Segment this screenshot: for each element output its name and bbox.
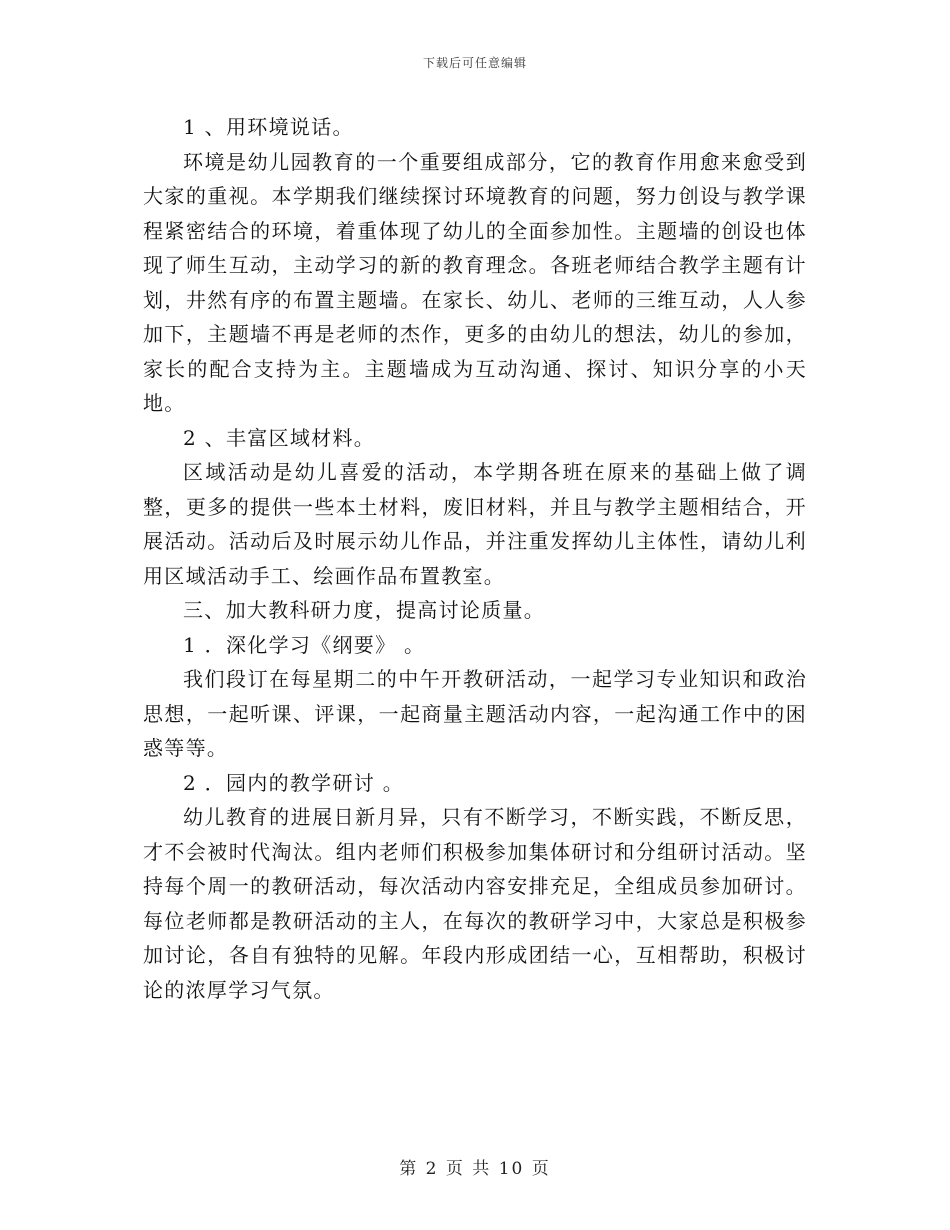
paragraph-2-body: 区域活动是幼儿喜爱的活动，本学期各班在原来的基础上做了调整，更多的提供一些本土材料，废旧材料，并且与教学主题相结合，开展活动。活动后及时展示幼儿作品，并注重发挥幼儿主体性，请幼儿利用区域活动手工、绘画作品布置教室。 bbox=[143, 460, 807, 588]
page-number: 第 2 页 共 10 页 bbox=[399, 1159, 551, 1179]
document-body bbox=[143, 110, 807, 1007]
paragraph-2-heading: 2 、丰富区域材料。 bbox=[183, 425, 376, 450]
section-3-heading: 三、加大教科研力度，提高讨论质量。 bbox=[183, 598, 546, 622]
subsection-2-body: 幼儿教育的进展日新月异，只有不断学习，不断实践，不断反思，才不会被时代淘汰。组内老师们积极参加集体研讨和分组研讨活动。坚持每个周一的教研活动，每次活动内容安排充足，全组成员参加研讨。每位老师都是教研活动的主人，在每次的教研学习中，大家总是积极参加讨论，各自有独特的见解。年段内形成团结一心，互相帮助，积极讨论的浓厚学习气氛。 bbox=[143, 805, 807, 1002]
paragraph-1-body: 环境是幼儿园教育的一个重要组成部分，它的教育作用愈来愈受到大家的重视。本学期我们继续探讨环境教育的问题，努力创设与教学课程紧密结合的环境，着重体现了幼儿的全面参加性。主题墙的创设也体现了师生互动，主动学习的新的教育理念。各班老师结合教学主题有计划，井然有序的布置主题墙。在家长、幼儿、老师的三维互动，人人参加下，主题墙不再是老师的杰作，更多的由幼儿的想法，幼儿的参加，家长的配合支持为主。主题墙成为互动沟通、探讨、知识分享的小天地。 bbox=[143, 149, 807, 415]
subsection-1-heading: 1 ．深化学习《纲要》 。 bbox=[183, 632, 426, 657]
paragraph-1-heading: 1 、用环境说话。 bbox=[183, 115, 354, 139]
header-note: 下载后可任意编辑 bbox=[422, 56, 527, 70]
subsection-2-heading: 2 ．园内的教学研讨 。 bbox=[183, 770, 405, 795]
subsection-1-body: 我们段订在每星期二的中午开教研活动，一起学习专业知识和政治思想，一起听课、评课，一起商量主题活动内容，一起沟通工作中的困惑等等。 bbox=[143, 667, 807, 760]
